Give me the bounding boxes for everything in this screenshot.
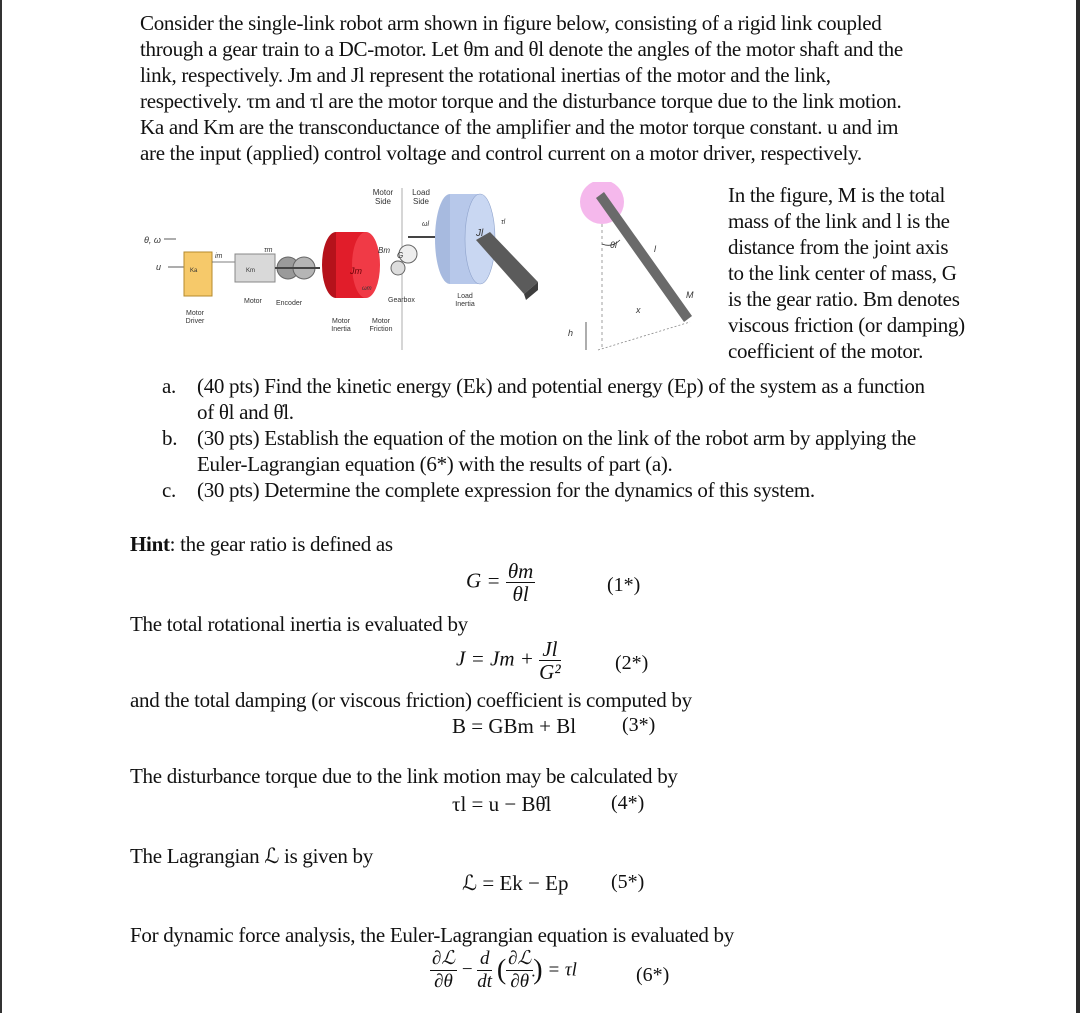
fig-label-jm: Jm <box>350 266 362 276</box>
fig-label-bm: Bm <box>378 246 390 255</box>
intro-line: Ka and Km are the transconductance of the amplifier and the motor torque constant. u and im <box>140 115 899 139</box>
hint-label: Hint <box>130 532 170 556</box>
fig-label-arm-x: x <box>636 305 641 315</box>
fig-label-tau-l: τl <box>501 219 506 226</box>
equation-2: J = Jm + $\frac{Jl}{\text{G²}}$ <box>456 637 561 684</box>
hint-line: Hint: the gear ratio is defined as <box>130 532 393 556</box>
fig-label-load-side: Load Side <box>412 188 430 206</box>
fig-label-omega-l: ωl <box>422 221 430 228</box>
equation-2-number: (2*) <box>615 652 649 674</box>
fig-label-theta-omega: θ, ω <box>144 235 161 245</box>
svg-text:Km: Km <box>246 268 255 274</box>
page-right-border <box>1076 0 1080 1013</box>
fig-label-arm-theta: θl <box>610 240 617 250</box>
fig-label-im: im <box>215 253 223 260</box>
fig-label-encoder: Encoder <box>276 300 303 307</box>
fig-label-arm-h: h <box>568 328 574 338</box>
figure-side-text <box>728 182 965 364</box>
total-inertia-sentence: The total rotational inertia is evaluated by <box>130 612 468 636</box>
fig-label-omega-m: ωm <box>362 286 372 292</box>
equation-3-number: (3*) <box>622 714 656 736</box>
svg-text:Ka: Ka <box>190 268 198 274</box>
fig-label-u: u <box>156 262 162 272</box>
fig-label-motor-inertia: Motor Inertia <box>331 318 351 333</box>
equation-5: ℒ = Ek − Ep <box>462 871 569 895</box>
side-line: to the link center of mass, G <box>728 261 957 285</box>
side-line: coefficient of the motor. <box>728 339 924 363</box>
side-line: viscous friction (or damping) <box>728 313 965 337</box>
fig-label-arm-l: l <box>654 244 656 254</box>
intro-line: are the input (applied) control voltage and control current on a motor driver, respectively. <box>140 141 862 165</box>
equation-1: G = $\frac{\theta m}{\theta l}$ <box>466 559 534 606</box>
fig-label-motor-driver: Motor Driver <box>185 310 205 325</box>
side-line: mass of the link and l is the <box>728 209 950 233</box>
side-line: is the gear ratio. Bm denotes <box>728 287 960 311</box>
intro-line: respectively. τm and τl are the motor torque and the disturbance torque due to the link motion. <box>140 89 902 113</box>
equation-1-number: (1*) <box>607 574 641 596</box>
motor-block <box>235 254 275 282</box>
fig-label-jl: Jl <box>476 228 484 239</box>
side-line: distance from the joint axis <box>728 235 949 259</box>
euler-sentence: For dynamic force analysis, the Euler-Lagrangian equation is evaluated by <box>130 923 734 947</box>
motor-driver-block <box>184 252 212 296</box>
equation-3: B = GBm + Bl <box>452 714 577 738</box>
equation-5-number: (5*) <box>611 871 645 893</box>
fig-label-motor-friction: Motor Friction <box>369 318 393 333</box>
intro-line: Consider the single-link robot arm shown in figure below, consisting of a rigid link coupled <box>140 11 882 35</box>
page-left-border <box>0 0 2 1013</box>
fig-label-gearbox: Gearbox <box>388 297 415 304</box>
fig-label-load-inertia: Load Inertia <box>455 293 475 308</box>
gearbox-gear <box>391 261 405 275</box>
intro-paragraph <box>140 10 903 166</box>
motor-drive-figure <box>140 182 715 360</box>
equation-4: τl = u − Bθ̇l <box>452 792 552 816</box>
fig-label-tau-m: τm <box>264 247 273 254</box>
equation-6-number: (6*) <box>636 964 670 986</box>
equation-4-number: (4*) <box>611 792 645 814</box>
lagrangian-sentence: The Lagrangian ℒ is given by <box>130 844 373 868</box>
side-line: In the figure, M is the total <box>728 183 945 207</box>
fig-label-motor-side: Motor Side <box>372 188 394 206</box>
intro-line: link, respectively. Jm and Jl represent the rotational inertias of the motor and the link, <box>140 63 831 87</box>
intro-line: through a gear train to a DC-motor. Let θm and θl denote the angles of the motor shaft and the <box>140 37 903 61</box>
fig-label-g: G <box>397 251 404 260</box>
equation-6: $\frac{\text{∂ℒ}}{\partial\theta}$ − $\frac{d}{dt}$ ( $\frac{\text{∂ℒ}}{\partial\thetȧ}$ ) = τl <box>432 948 577 992</box>
disturbance-sentence: The disturbance torque due to the link motion may be calculated by <box>130 764 678 788</box>
pendulum-link <box>596 192 692 322</box>
total-damping-sentence: and the total damping (or viscous friction) coefficient is computed by <box>130 688 692 712</box>
fig-label-motor: Motor <box>244 298 262 305</box>
fig-label-arm-m: M <box>686 290 694 300</box>
